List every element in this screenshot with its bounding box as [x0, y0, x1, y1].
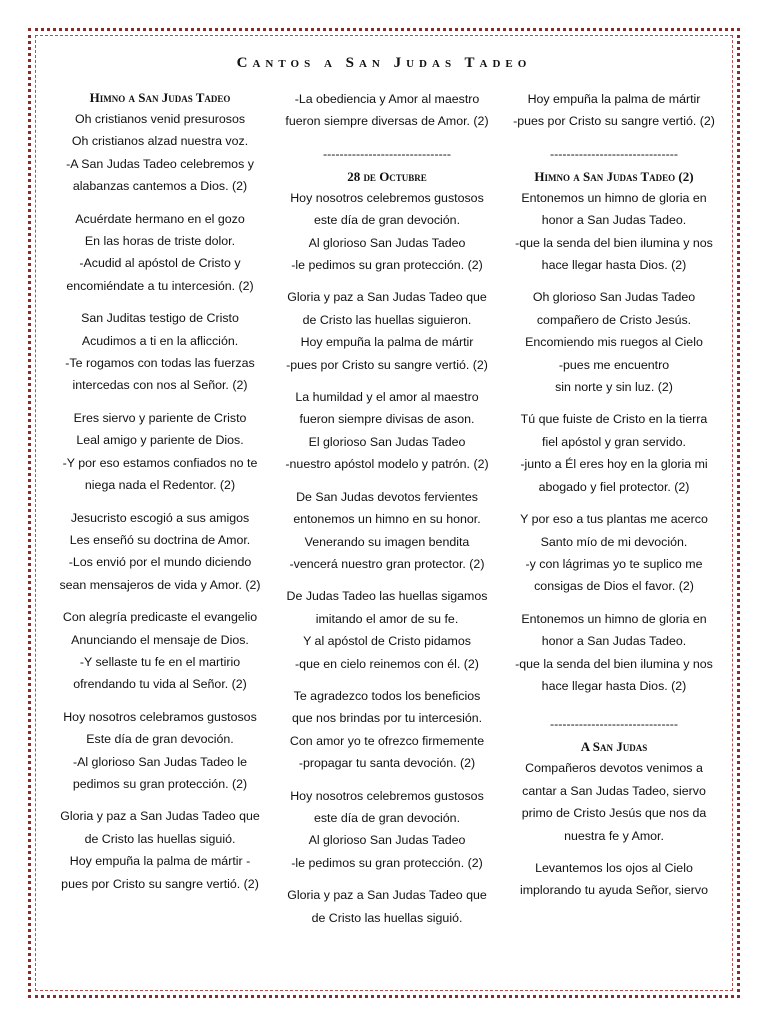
- verse-line: -que la senda del bien ilumina y nos: [515, 656, 713, 671]
- verse-line: -A San Judas Tadeo celebremos y: [66, 156, 254, 171]
- verse-line: honor a San Judas Tadeo.: [541, 213, 687, 228]
- verse-line: implorando tu ayuda Señor, siervo: [519, 883, 709, 898]
- verse-line: Leal amigo y pariente de Dios.: [76, 433, 244, 448]
- verse-line: Este día de gran devoción.: [86, 732, 234, 747]
- stanza: [50, 108, 270, 198]
- verse-line: Oh cristianos alzad nuestra voz.: [71, 134, 249, 149]
- verse-line: Hoy empuña la palma de mártir: [527, 92, 701, 106]
- verse-line: -nuestro apóstol modelo y patrón. (2): [285, 457, 489, 472]
- verse-line: -Y por eso estamos confiados no te: [62, 455, 258, 470]
- verse-line: de Cristo las huellas siguieron.: [302, 312, 472, 327]
- page-title: Cantos a San Judas Tadeo: [236, 55, 532, 71]
- verse-line: Con alegría predicaste el evangelio: [62, 610, 258, 625]
- separator: -------------------------------: [550, 717, 678, 732]
- verse-line: -La obediencia y Amor al maestro: [294, 92, 480, 106]
- verse-line: de Cristo las huellas siguió.: [84, 831, 236, 846]
- verse-line: Santo mío de mi devoción.: [540, 534, 688, 549]
- verse-line: Les enseñó su doctrina de Amor.: [69, 532, 251, 547]
- stanza: [504, 857, 724, 902]
- verse-line: De San Judas devotos fervientes: [296, 489, 478, 504]
- verse-line: Entonemos un himno de gloria en: [521, 611, 707, 626]
- verse-line: El glorioso San Judas Tadeo: [308, 434, 466, 449]
- hymn-heading: Himno a San Judas Tadeo: [89, 90, 231, 105]
- stanza: [504, 757, 724, 847]
- verse-line: -Acudid al apóstol de Cristo y: [79, 256, 241, 271]
- col1-stanzas: [50, 108, 270, 895]
- verse-line: Tú que fuiste de Cristo en la tierra: [520, 412, 708, 427]
- verse-line: honor a San Judas Tadeo.: [541, 634, 687, 649]
- verse-line: consigas de Dios el favor. (2): [534, 579, 694, 594]
- verse-line: Hoy empuña la palma de mártir: [300, 335, 474, 350]
- verse-line: primo de Cristo Jesús que nos da: [521, 806, 707, 821]
- verse-line: Eres siervo y pariente de Cristo: [73, 410, 247, 425]
- verse-line: La humildad y el amor al maestro: [295, 390, 479, 405]
- verse-line: -que la senda del bien ilumina y nos: [515, 235, 713, 250]
- verse-line: -vencerá nuestro gran protector. (2): [289, 556, 485, 571]
- verse-line: De Judas Tadeo las huellas sigamos: [286, 589, 488, 604]
- verse-line: Gloria y paz a San Judas Tadeo que: [287, 888, 487, 903]
- hymn-2-heading: Himno a San Judas Tadeo (2): [534, 168, 694, 184]
- verse-line: Gloria y paz a San Judas Tadeo que: [287, 290, 487, 305]
- verse-line: Con amor yo te ofrezco firmemente: [289, 733, 485, 748]
- verse-line: Encomiendo mis ruegos al Cielo: [525, 335, 703, 350]
- verse-line: hace llegar hasta Dios. (2): [541, 678, 687, 693]
- verse-line: Jesucristo escogió a sus amigos: [70, 510, 250, 525]
- verse-line: sin norte y sin luz. (2): [555, 380, 673, 395]
- col2-stanzas: [277, 187, 497, 929]
- verse-line: -pues me encuentro: [558, 357, 670, 372]
- separator: -------------------------------: [323, 146, 451, 161]
- verse-line: Al glorioso San Judas Tadeo: [308, 235, 466, 250]
- verse-line: fueron siempre divisas de ason.: [299, 412, 475, 427]
- verse-line: nuestra fe y Amor.: [564, 828, 664, 843]
- stanza: [50, 706, 270, 796]
- column-3: [504, 88, 724, 912]
- verse-line: -le pedimos su gran protección. (2): [291, 855, 483, 870]
- verse-line: Levantemos los ojos al Cielo: [535, 860, 693, 875]
- verse-line: -Al glorioso San Judas Tadeo le: [72, 754, 248, 769]
- verse-line: Hoy empuña la palma de mártir -: [69, 854, 251, 869]
- verse-line: Entonemos un himno de gloria en: [521, 190, 707, 205]
- verse-line: hace llegar hasta Dios. (2): [541, 258, 687, 273]
- verse-line: Hoy nosotros celebremos gustosos: [290, 788, 484, 803]
- stanza: [50, 507, 270, 597]
- verse-line: Acudimos a ti en la aflicción.: [81, 333, 239, 348]
- verse-line: Oh cristianos venid presurosos: [74, 112, 246, 126]
- verse-line: encomiéndate a tu intercesión. (2): [66, 278, 254, 293]
- stanza: [277, 785, 497, 875]
- verse-line: intercedas con nos al Señor. (2): [72, 378, 248, 393]
- a-san-judas-heading: A San Judas: [580, 739, 648, 755]
- stanza: [277, 685, 497, 775]
- verse-line: compañero de Cristo Jesús.: [536, 312, 692, 327]
- verse-line: -junto a Él eres hoy en la gloria mi: [520, 457, 708, 472]
- verse-line: San Juditas testigo de Cristo: [81, 311, 239, 326]
- verse-line: Acuérdate hermano en el gozo: [75, 211, 245, 226]
- verse-line: niega nada el Redentor. (2): [84, 478, 236, 493]
- stanza: [50, 606, 270, 696]
- verse-line: cantar a San Judas Tadeo, siervo: [522, 783, 706, 798]
- verse-line: -y con lágrimas yo te suplico me: [525, 556, 703, 571]
- verse-line: Venerando su imagen bendita: [304, 534, 470, 549]
- separator: -------------------------------: [550, 146, 678, 161]
- verse-line: Compañeros devotos venimos a: [525, 761, 703, 776]
- stanza: [50, 307, 270, 397]
- stanza: [277, 187, 497, 277]
- verse-line: ofrendando tu vida al Señor. (2): [73, 677, 247, 692]
- col3-stanzas-2: [504, 757, 724, 901]
- verse-line: -Te rogamos con todas las fuerzas: [65, 356, 255, 371]
- stanza: [277, 585, 497, 675]
- stanza: [504, 187, 724, 277]
- verse-line: Al glorioso San Judas Tadeo: [308, 833, 466, 848]
- col2-intro: [277, 88, 497, 133]
- verse-line: este día de gran devoción.: [313, 213, 461, 228]
- verse-line: Te agradezco todos los beneficios: [293, 688, 481, 703]
- column-1: [50, 88, 270, 905]
- verse-line: imitando el amor de su fe.: [315, 611, 459, 626]
- verse-line: de Cristo las huellas siguió.: [311, 910, 463, 925]
- verse-line: pedimos su gran protección. (2): [72, 776, 248, 791]
- verse-line: -pues por Cristo su sangre vertió. (2): [286, 357, 488, 372]
- verse-line: En las horas de triste dolor.: [84, 234, 236, 249]
- stanza: [277, 486, 497, 576]
- verse-line: -le pedimos su gran protección. (2): [291, 258, 483, 273]
- verse-line: Y por eso a tus plantas me acerco: [520, 512, 708, 527]
- verse-line: abogado y fiel protector. (2): [538, 479, 690, 494]
- verse-line: pues por Cristo su sangre vertió. (2): [61, 876, 259, 891]
- verse-line: Hoy nosotros celebremos gustosos: [290, 190, 484, 205]
- stanza: [504, 508, 724, 598]
- stanza: [50, 208, 270, 298]
- verse-line: alabanzas cantemos a Dios. (2): [72, 179, 248, 194]
- verse-line: Hoy nosotros celebramos gustosos: [63, 709, 257, 724]
- verse-line: este día de gran devoción.: [313, 810, 461, 825]
- date-heading: 28 de Octubre: [347, 168, 427, 184]
- col3-intro: [504, 88, 724, 133]
- verse-line: Oh glorioso San Judas Tadeo: [532, 290, 696, 305]
- col3-stanzas: [504, 187, 724, 698]
- stanza: [50, 407, 270, 497]
- verse-line: -propagar tu santa devoción. (2): [298, 756, 476, 771]
- verse-line: Anunciando el mensaje de Dios.: [71, 632, 249, 647]
- verse-line: -Y sellaste tu fe en el martirio: [79, 654, 241, 669]
- verse-line: Y al apóstol de Cristo pidamos: [303, 634, 471, 649]
- stanza: [504, 286, 724, 398]
- stanza: [50, 805, 270, 895]
- verse-line: que nos brindas por tu intercesión.: [291, 711, 483, 726]
- stanza: [277, 386, 497, 476]
- verse-line: fueron siempre diversas de Amor. (2): [285, 114, 489, 129]
- verse-line: entonemos un himno en su honor.: [293, 512, 481, 527]
- stanza: [277, 884, 497, 929]
- verse-line: fiel apóstol y gran servido.: [542, 434, 686, 449]
- verse-line: -que en cielo reinemos con él. (2): [295, 656, 479, 671]
- stanza: [504, 608, 724, 698]
- verse-line: Gloria y paz a San Judas Tadeo que: [60, 809, 260, 824]
- verse-line: sean mensajeros de vida y Amor. (2): [59, 577, 261, 592]
- verse-line: -Los envió por el mundo diciendo: [68, 555, 252, 570]
- verse-line: -pues por Cristo su sangre vertió. (2): [513, 114, 715, 129]
- stanza: [504, 408, 724, 498]
- stanza: [277, 286, 497, 376]
- column-2: [277, 88, 497, 939]
